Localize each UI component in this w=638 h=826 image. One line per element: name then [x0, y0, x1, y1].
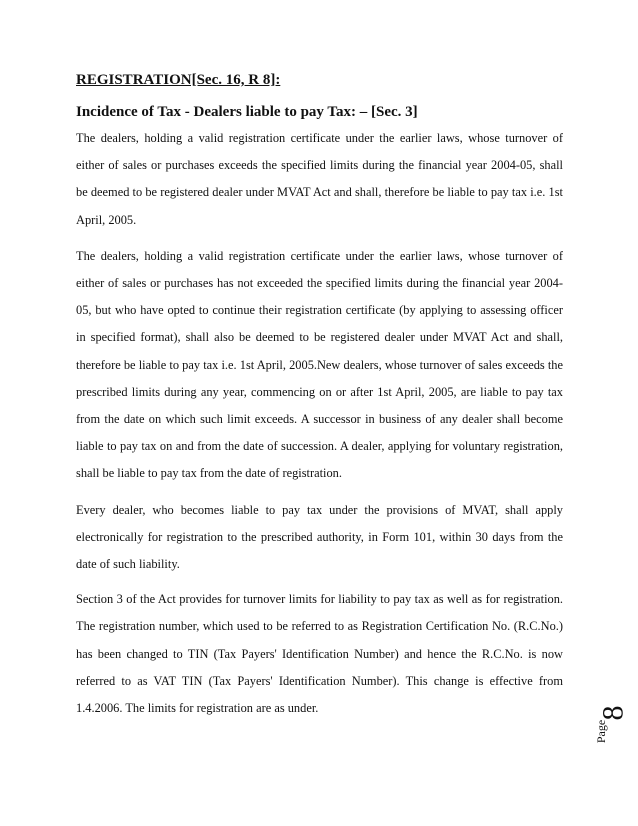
section-heading: REGISTRATION[Sec. 16, R 8]:: [76, 72, 281, 88]
paragraph-4: Section 3 of the Act provides for turnover limits for liability to pay tax as well as for registration. The registration number, which used to be referred to as Registration Certification No. (R.C.No.) has been changed to TIN (Tax Payers' Identification Number) and hence the R.C.No. is now referred to as VAT TIN (Tax Payers' Identification Number). This change is effective from 1.4.2006. The limits for registration are as under.: [76, 592, 563, 716]
page-number-marker: [594, 700, 630, 760]
paragraph-1: The dealers, holding a valid registration certificate under the earlier laws, whose turnover of either of sales or purchases exceeds the specified limits during the financial year 2004-05, shall be deemed to be registered dealer under MVAT Act and shall, therefore be liable to pay tax i.e. 1st April, 2005.: [76, 131, 563, 227]
document-body: [76, 70, 563, 731]
paragraph-3: Every dealer, who becomes liable to pay tax under the provisions of MVAT, shall apply electronically for registration to the prescribed authority, in Form 101, within 30 days from the date of such liability.: [76, 502, 563, 572]
subsection-heading: Incidence of Tax - Dealers liable to pay Tax: – [Sec. 3]: [76, 104, 418, 120]
page-number: 8: [596, 705, 630, 721]
page-label: Page: [594, 719, 609, 744]
paragraph-2: The dealers, holding a valid registration certificate under the earlier laws, whose turnover of either of sales or purchases has not exceeded the specified limits during the financial year 2004-05, but who have opted to continue their registration certificate (by applying to assessing officer in specified format), shall also be deemed to be registered dealer under MVAT Act and shall, therefore be liable to pay tax i.e. 1st April, 2005.New dealers, whose turnover of sales exceeds the prescribed limits during any year, commencing on or after 1st April, 2005, are liable to pay tax from the date on which such limit exceeds. A successor in business of any dealer shall become liable to pay tax on and from the date of succession. A dealer, applying for voluntary registration, shall be liable to pay tax from the date of registration.: [76, 248, 563, 481]
